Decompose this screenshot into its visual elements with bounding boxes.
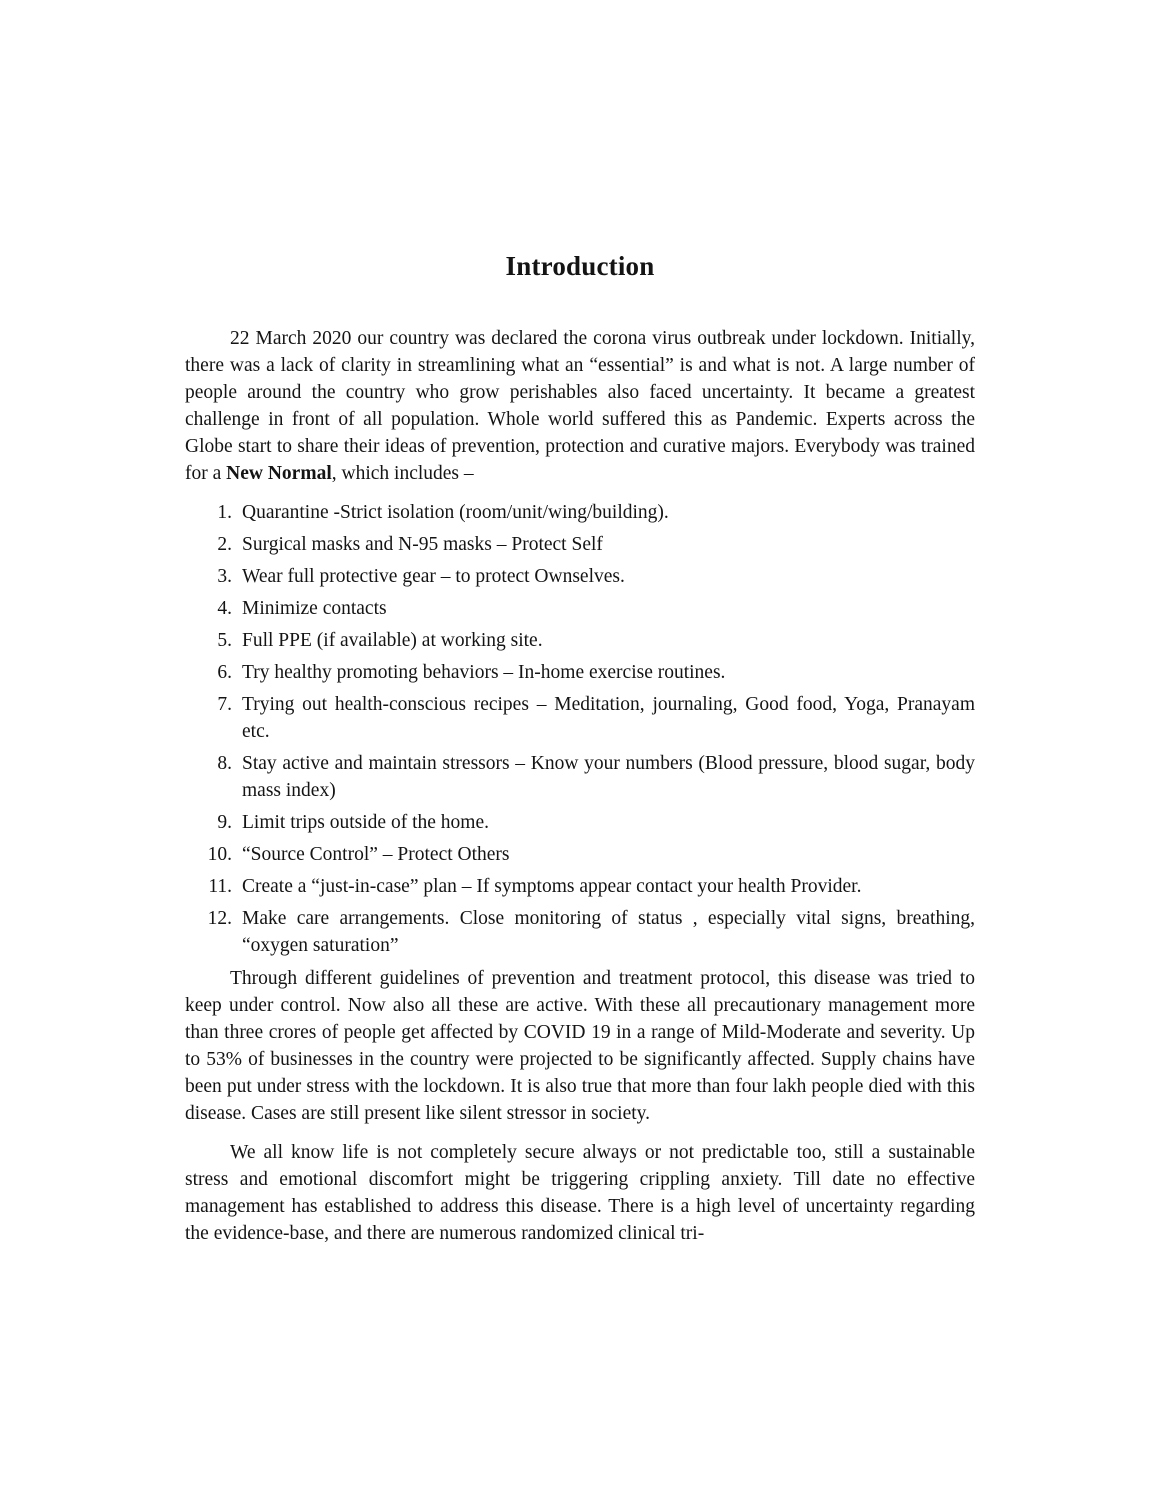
list-item-number: 6. [217, 662, 232, 683]
list-item-number: 3. [217, 566, 232, 587]
list-item [185, 659, 975, 686]
intro-paragraph [185, 325, 975, 487]
body-text [185, 325, 975, 1247]
list-item [185, 750, 975, 804]
list-item [185, 905, 975, 959]
list-item-number: 9. [217, 812, 232, 833]
list-item-text: Make care arrangements. Close monitoring of status , especially vital signs, breathing, “oxygen saturation” [242, 908, 975, 956]
intro-paragraph-text-before: 22 March 2020 our country was declared the corona virus outbreak under lockdown. Initially, there was a lack of clarity in streamlining what an “essential” is and what is not. A large number of people around the country who grow perishables also faced uncertainty. It became a greatest challenge in front of all population. Whole world suffered this as Pandemic. Experts across the Globe start to share their ideas of prevention, protection and curative majors. Everybody was trained for a [185, 328, 975, 484]
intro-paragraph-text-after: , which includes – [331, 463, 474, 484]
list-item-text: Minimize contacts [242, 598, 387, 619]
list-item [185, 563, 975, 590]
list-item-number: 8. [217, 753, 232, 774]
list-item-number: 1. [217, 502, 232, 523]
list-item-number: 11. [208, 876, 232, 897]
list-item [185, 499, 975, 526]
list-item-text: Stay active and maintain stressors – Know your numbers (Blood pressure, blood sugar, body mass index) [242, 753, 975, 801]
list-item-text: Limit trips outside of the home. [242, 812, 489, 833]
list-item [185, 531, 975, 558]
list-item-number: 10. [207, 844, 232, 865]
new-normal-bold-phrase: New Normal [226, 463, 332, 484]
list-item-number: 4. [217, 598, 232, 619]
paragraph: We all know life is not completely secure always or not predictable too, still a sustainable stress and emotional discomfort might be triggering crippling anxiety. Till date no effective management has established to address this disease. There is a high level of uncertainty regarding the evidence-base, and there are numerous randomized clinical tri- [185, 1142, 975, 1244]
list-item-text: Wear full protective gear – to protect Ownselves. [242, 566, 625, 587]
list-item-text: Try healthy promoting behaviors – In-home exercise routines. [242, 662, 726, 683]
list-item [185, 809, 975, 836]
list-item [185, 595, 975, 622]
list-item-number: 2. [217, 534, 232, 555]
list-item-text: Quarantine -Strict isolation (room/unit/wing/building). [242, 502, 669, 523]
list-item [185, 691, 975, 745]
numbered-list [185, 499, 975, 959]
page-title: Introduction [505, 251, 655, 281]
text-block [185, 0, 975, 1259]
list-item [185, 841, 975, 868]
list-item-text: Surgical masks and N-95 masks – Protect Self [242, 534, 603, 555]
list-item-text: “Source Control” – Protect Others [242, 844, 510, 865]
list-item-number: 7. [217, 694, 232, 715]
list-item [185, 873, 975, 900]
list-item-text: Create a “just-in-case” plan – If symptoms appear contact your health Provider. [242, 876, 862, 897]
list-item-number: 12. [207, 908, 232, 929]
paragraph: Through different guidelines of prevention and treatment protocol, this disease was tried to keep under control. Now also all these are active. With these all precautionary management more than three crores of people get affected by COVID 19 in a range of Mild-Moderate and severity. Up to 53% of businesses in the country were projected to be significantly affected. Supply chains have been put under stress with the lockdown. It is also true that more than four lakh people died with this disease. Cases are still present like silent stressor in society. [185, 968, 975, 1124]
list-item-text: Trying out health-conscious recipes – Meditation, journaling, Good food, Yoga, Pranayam etc. [242, 694, 975, 742]
list-item-text: Full PPE (if available) at working site. [242, 630, 543, 651]
list-item [185, 627, 975, 654]
list-item-number: 5. [217, 630, 232, 651]
